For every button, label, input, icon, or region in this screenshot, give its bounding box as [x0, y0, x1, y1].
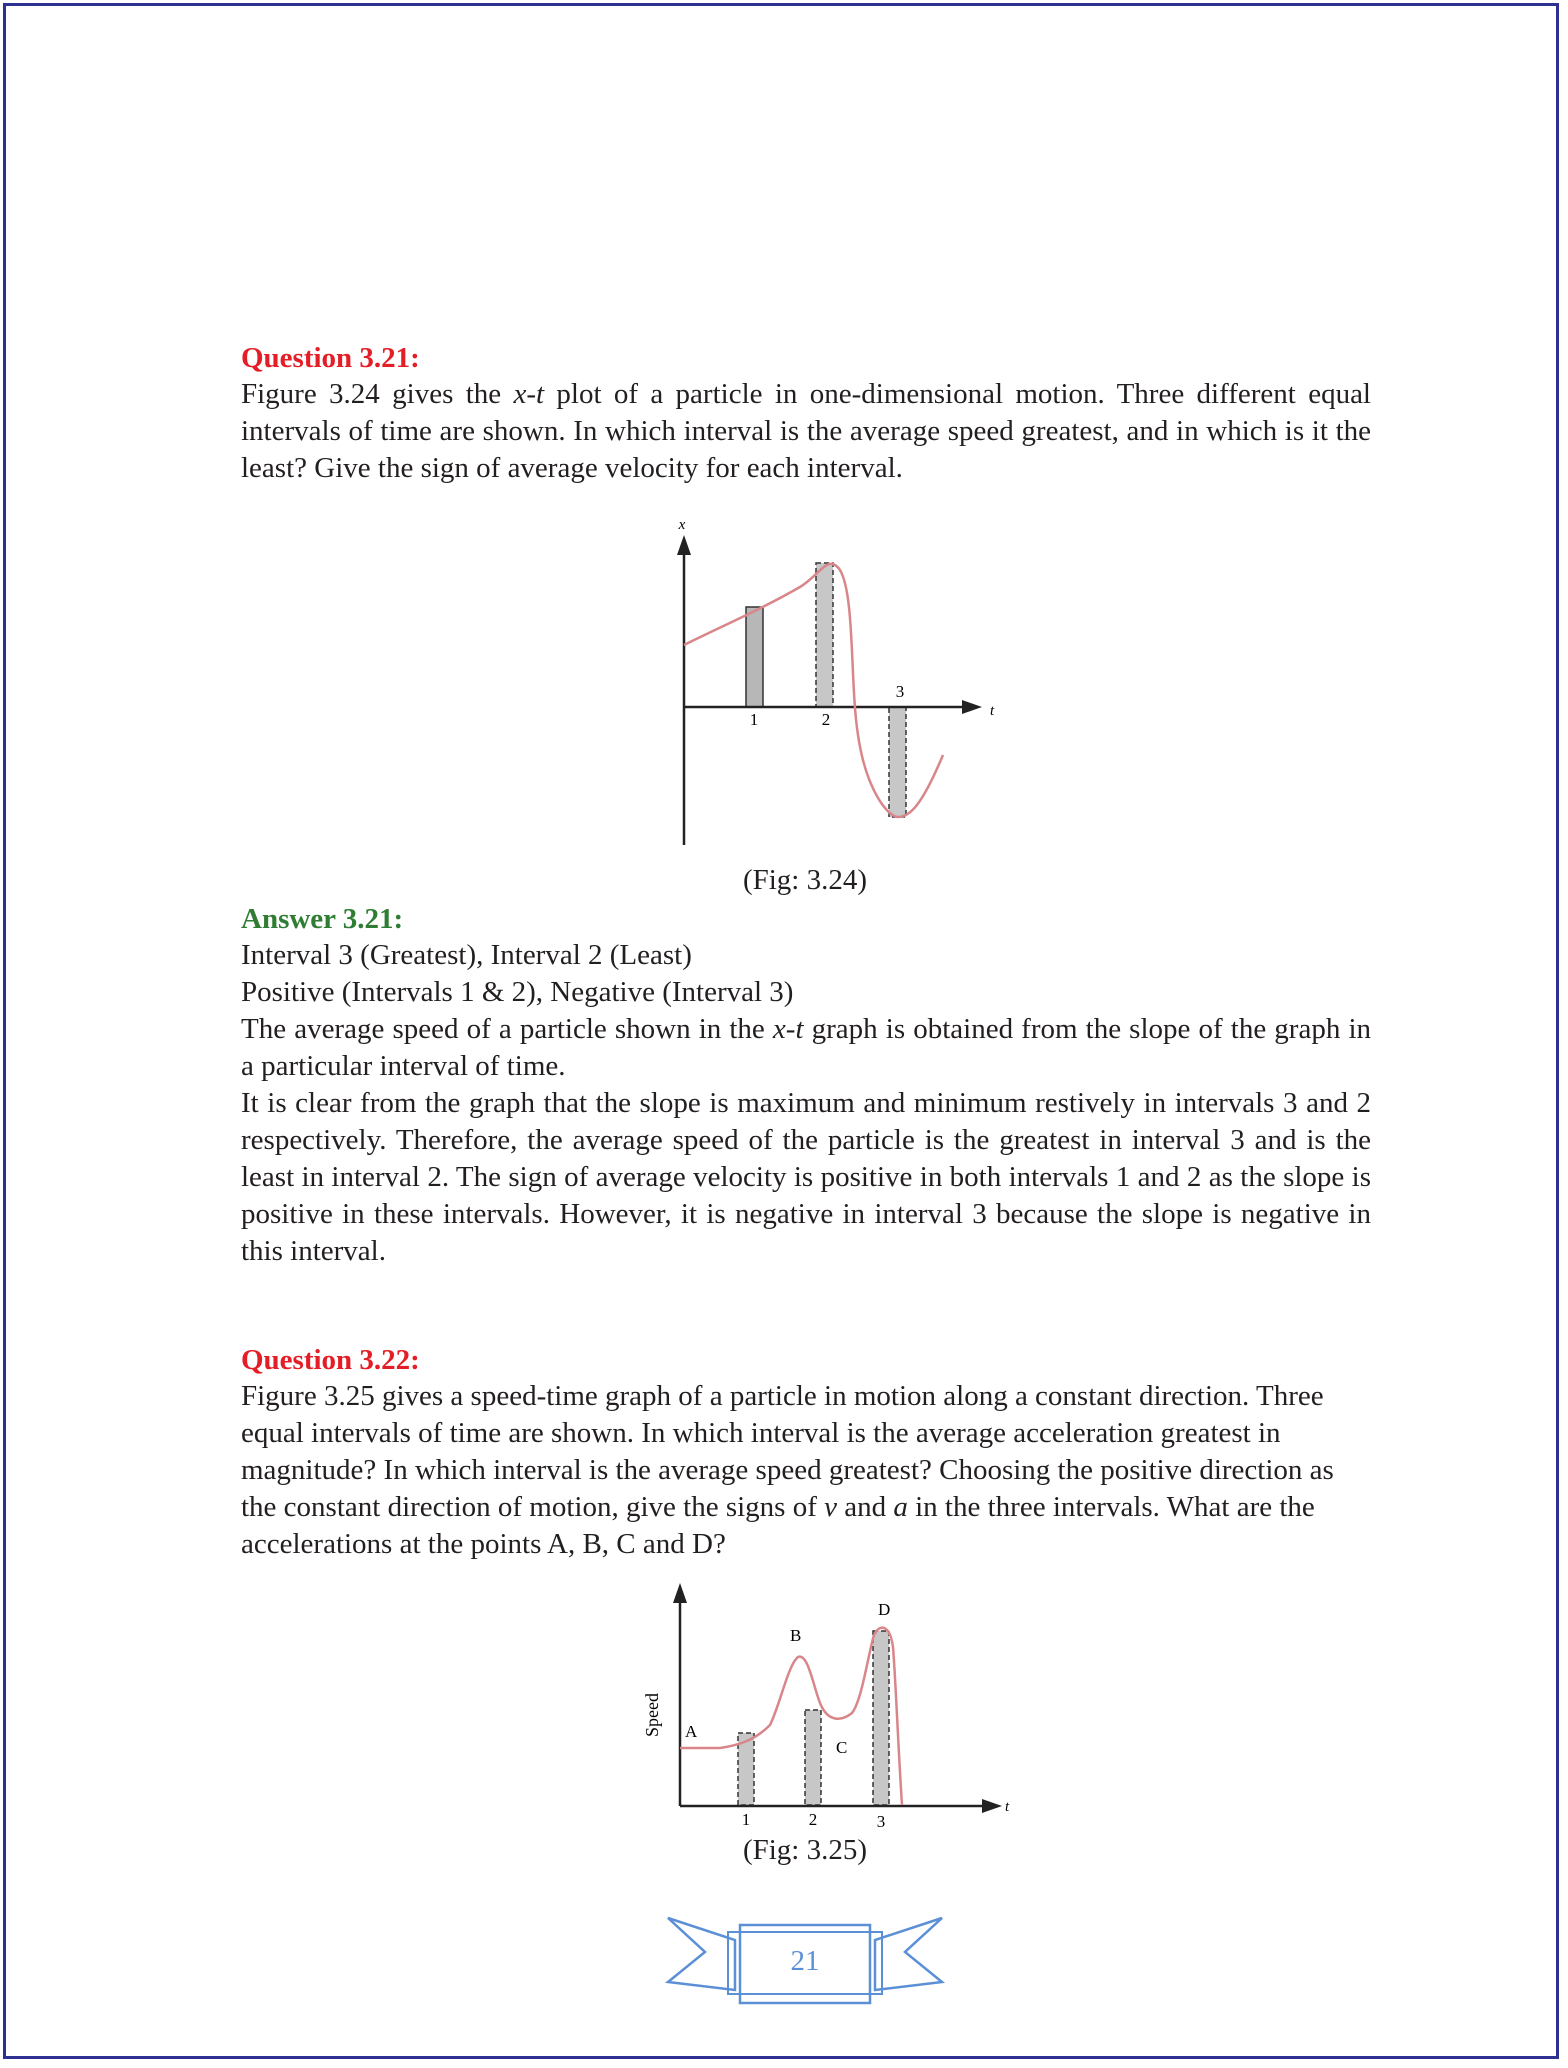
interval-2-label: 2 — [821, 710, 831, 729]
interval-3-bar — [873, 1631, 889, 1805]
interval-3-bar — [889, 707, 906, 817]
answer-line-1: Interval 3 (Greatest), Interval 2 (Least) — [241, 939, 692, 971]
question-heading: Question 3.22: — [241, 1344, 420, 1376]
point-d-label: D — [878, 1600, 891, 1619]
interval-2-bar — [816, 563, 833, 707]
question-3-22 — [241, 1342, 1371, 1563]
answer-paragraph-1: The average speed of a particle shown in the x-t graph is obtained from the slope of the graph in a particular interval of time. — [241, 1013, 1372, 1082]
x-axis-arrow — [982, 1799, 1002, 1813]
figure-3-25 — [630, 1575, 1020, 1830]
x-axis-label: t — [1005, 1799, 1010, 1815]
interval-2-label: 2 — [808, 1810, 818, 1829]
interval-3-label: 3 — [895, 682, 905, 701]
interval-1-bar — [746, 607, 763, 707]
speed-time-curve — [680, 1628, 902, 1805]
question-heading: Question 3.21: — [241, 342, 420, 374]
figure-3-24 — [660, 515, 1010, 850]
x-axis-arrow — [962, 700, 982, 714]
page-number: 21 — [790, 1945, 820, 1977]
interval-2-bar — [805, 1710, 821, 1805]
answer-3-21 — [241, 901, 1371, 1270]
interval-1-label: 1 — [741, 1810, 751, 1829]
x-axis-label: t — [990, 703, 995, 719]
y-axis-arrow — [673, 1583, 687, 1603]
y-axis-label: x — [678, 517, 686, 533]
answer-line-2: Positive (Intervals 1 & 2), Negative (Interval 3) — [241, 976, 794, 1008]
point-b-label: B — [790, 1626, 802, 1645]
figure-3-25-caption: (Fig: 3.25) — [742, 1834, 868, 1866]
answer-paragraph-2: It is clear from the graph that the slope is maximum and minimum restively in intervals 3 and 2 respectively. Therefore, the average speed of the particle is the greatest in interval 3 and is the least in interval 2. The sign of average velocity is positive in both intervals 1 and 2 as the slope is positive in these intervals. However, it is negative in interval 3 because the slope is negative in this interval. — [241, 1087, 1371, 1267]
question-3-21 — [241, 340, 1371, 487]
y-axis-arrow — [677, 535, 691, 555]
y-axis-label: Speed — [642, 1693, 662, 1737]
question-text: Figure 3.24 gives the x-t plot of a particle in one-dimensional motion. Three different equal intervals of time are shown. In which interval is the average speed greatest, and in which is it the least? Give the sign of average velocity for each interval. — [241, 378, 1371, 484]
interval-1-label: 1 — [749, 710, 759, 729]
point-a-label: A — [685, 1722, 698, 1741]
question-text: Figure 3.25 gives a speed-time graph of a particle in motion along a constant direction. Three equal intervals of time are shown. In which interval is the average acceleration greatest in magnitude? In which interval is the average speed greatest? Choosing the positive direction as the constant direction of motion, give the signs of v and a in the three intervals. What are the accelerations at the points A, B, C and D? — [241, 1380, 1334, 1560]
interval-3-label: 3 — [876, 1812, 886, 1830]
point-c-label: C — [836, 1738, 848, 1757]
answer-heading: Answer 3.21: — [241, 903, 404, 935]
figure-3-24-caption: (Fig: 3.24) — [742, 864, 868, 896]
